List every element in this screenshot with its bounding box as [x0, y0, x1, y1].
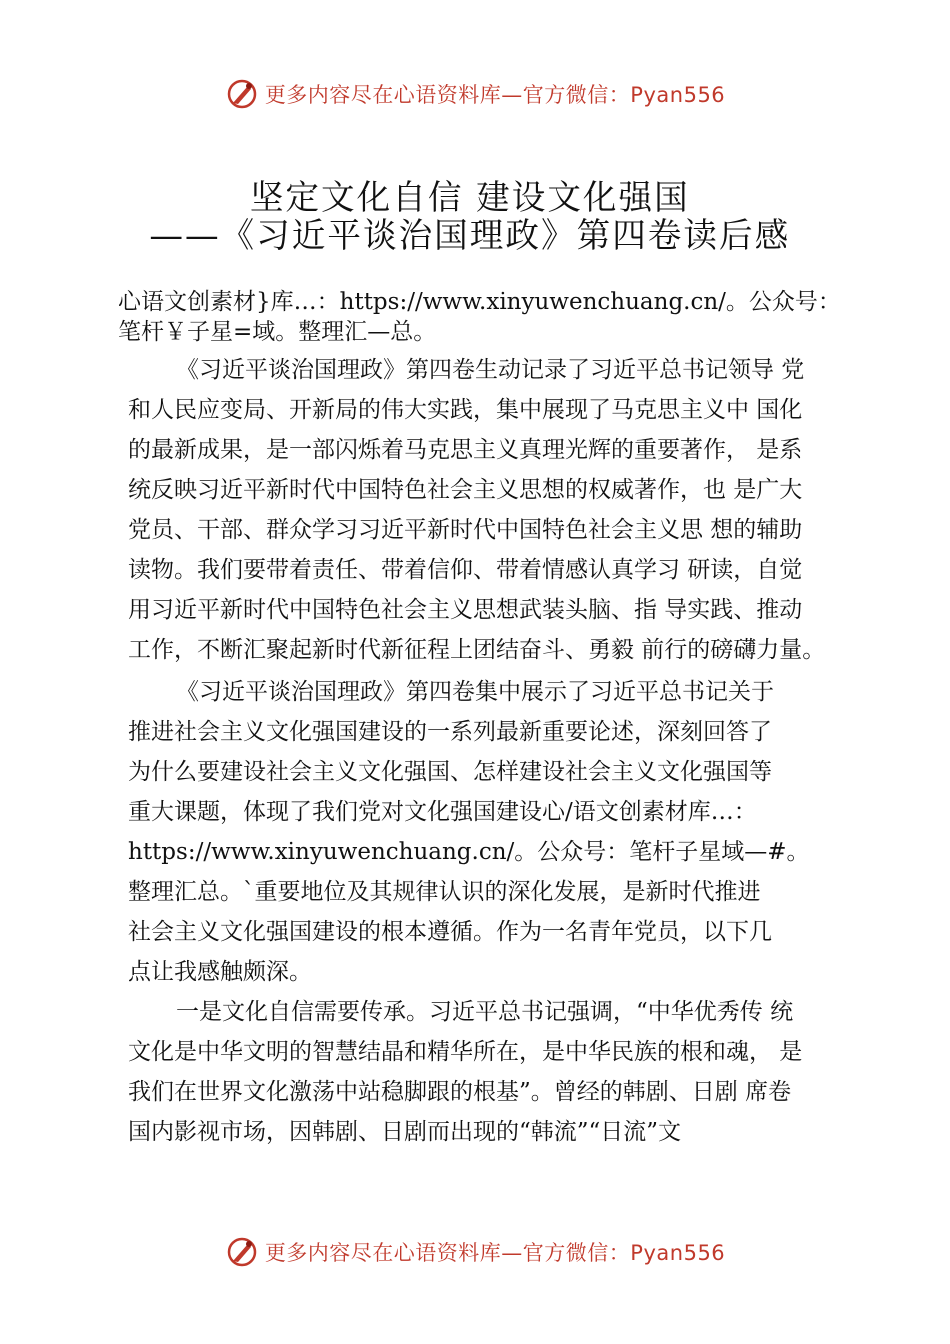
document-title: 坚定文化自信 建设文化强国: [249, 178, 690, 218]
text-line: 《习近平谈治国理政》第四卷集中展示了习近平总书记关于: [176, 679, 774, 705]
text-line: 国内影视市场，因韩剧、日剧而出现的“韩流”“日流”文: [128, 1119, 682, 1145]
text-line: 为什么要建设社会主义文化强国、怎样建设社会主义文化强国等: [128, 759, 772, 785]
brush-logo-icon: [225, 77, 259, 111]
banner-text: 更多内容尽在心语资料库—官方微信：Pyan556: [264, 1241, 726, 1265]
text-line: 的最新成果，是一部闪烁着马克思主义真理光辉的重要著作， 是系: [128, 437, 803, 463]
text-line: 重大课题，体现了我们党对文化强国建设心/语文创素材库…：: [128, 799, 757, 825]
header-banner: [0, 74, 950, 114]
text-line: https://www.xinyuwenchuang.cn/。公众号：笔杆子星域—#。: [128, 839, 810, 865]
banner-text: 更多内容尽在心语资料库—官方微信：Pyan556: [264, 83, 726, 107]
text-line: 文化是中华文明的智慧结晶和精华所在，是中华民族的根和魂， 是: [128, 1039, 803, 1065]
text-line: 用习近平新时代中国特色社会主义思想武装头脑、指 导实践、推动: [128, 597, 803, 623]
text-line: 社会主义文化强国建设的根本遵循。作为一名青年党员，以下几: [128, 919, 772, 945]
text-line: 《习近平谈治国理政》第四卷生动记录了习近平总书记领导 党: [176, 357, 805, 383]
footer-banner: [0, 1232, 950, 1272]
text-line: 工作，不断汇聚起新时代新征程上团结奋斗、勇毅 前行的磅礴力量。: [128, 637, 826, 663]
text-line: 整理汇总。`重要地位及其规律认识的深化发展，是新时代推进: [128, 879, 761, 905]
text-line: 统反映习近平新时代中国特色社会主义思想的权威著作，也 是广大: [128, 477, 803, 503]
text-line: 心语文创素材}库…：https://www.xinyuwenchuang.cn/。公众号：: [118, 289, 841, 315]
text-line: 和人民应变局、开新局的伟大实践，集中展现了马克思主义中 国化: [128, 397, 803, 423]
text-line: 点让我感触颇深。: [128, 959, 312, 985]
text-line: 推进社会主义文化强国建设的一系列最新重要论述，深刻回答了: [128, 719, 772, 745]
text-line: 一是文化自信需要传承。习近平总书记强调，“中华优秀传 统: [176, 999, 794, 1025]
text-line: 我们在世界文化激荡中站稳脚跟的根基”。曾经的韩剧、日剧 席卷: [128, 1079, 792, 1105]
brush-logo-icon: [225, 1235, 259, 1269]
text-line: 笔杆￥子星=域。整理汇—总。: [118, 319, 437, 345]
text-line: 读物。我们要带着责任、带着信仰、带着情感认真学习 研读，自觉: [128, 557, 803, 583]
document-subtitle: ——《习近平谈治国理政》第四卷读后感: [149, 216, 791, 256]
text-line: 党员、干部、群众学习习近平新时代中国特色社会主义思 想的辅助: [128, 517, 803, 543]
